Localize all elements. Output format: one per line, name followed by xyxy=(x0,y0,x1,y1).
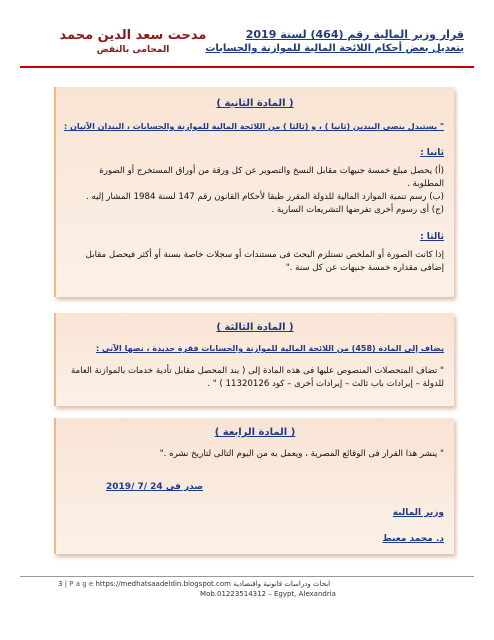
footer-divider xyxy=(20,576,474,577)
footer-tagline: ابحاث ودراسات قانونية واقتصادية xyxy=(233,580,331,588)
author-title: المحامى بالنقض xyxy=(96,45,170,55)
article-4-title: ( المادة الرابعة ) xyxy=(214,427,296,438)
footer-contact: Mob.01223514312 – Egypt, Alexandria xyxy=(200,590,336,598)
article-3-title: ( المادة الثالثة ) xyxy=(216,322,294,333)
article-2-intro: " يستبدل بنصى البندين (ثانيا ) ، و (ثالثا ) من اللائحة المالية للموازنة والحسابات ، البندان الآتيان : xyxy=(64,122,444,131)
page-footer xyxy=(58,579,438,599)
page-number: 3 xyxy=(58,580,63,588)
issue-date: صدر فى 24 /7 /2019 xyxy=(106,482,204,492)
decree-header xyxy=(205,28,464,55)
minister-name: د. محمد معيط xyxy=(382,534,444,544)
article-3-text: " تضاف المتحصلات المنصوص عليها فى هذه المادة إلى ( بند المحصل مقابل تأدية خدمات بالموازنة العامة للدولة – إيرادات باب ثالث – إيرادات أخرى – كود 11320126 ) " . xyxy=(70,366,444,389)
author-name: مدحت سعد الدين محمد xyxy=(59,28,207,43)
page-label: | P a g e xyxy=(64,580,94,588)
decree-title: قرار وزير المالية رقم (464) لسنة 2019 xyxy=(245,28,464,41)
header-divider xyxy=(20,66,474,68)
article-4-text: " ينشر هذا القرار فى الوقائع المصرية ، ويعمل به من اليوم التالى لتاريخ نشره ." xyxy=(159,449,444,459)
article-2-title: ( المادة الثانية ) xyxy=(216,98,294,109)
article-2-second-label: ثانيا : xyxy=(420,148,444,158)
author-header xyxy=(58,28,208,57)
website-link[interactable]: https://medhatsaadeldin.blogspot.com xyxy=(95,580,231,588)
article-2-third-text: إذا كانت الصورة أو الملخص تستلزم البحث فى مستندات أو سجلات خاصة بسنة أو أكثر فيحصل مقابل إضافى مقداره خمسة جنيهات عن كل سنة ." xyxy=(85,250,444,273)
decree-subtitle: بتعديل بعض أحكام اللائحة المالية للموازنة والحسابات xyxy=(205,43,464,54)
article-2-third-label: ثالثا : xyxy=(420,232,444,242)
article-4-box xyxy=(54,418,454,554)
article-3-intro: يضاف إلى المادة (458) من اللائحة المالية للموازنة والحسابات فقرة جديدة ، نصها الآتى : xyxy=(96,344,444,353)
article-2-item-a: (أ) يحصل مبلغ خمسة جنيهات مقابل النسخ والتصوير عن كل ورقة من أوراق المستخرج أو الصورة المطلوبة . xyxy=(99,166,444,189)
article-2-box xyxy=(54,87,454,297)
article-2-item-c: (ج) أى رسوم أخرى تفرضها التشريعات السارية . xyxy=(271,205,444,215)
minister-label: وزير المالية xyxy=(392,508,444,518)
article-2-item-b: (ب) رسم تنمية الموارد المالية للدولة المقرر طبقا لأحكام القانون رقم 147 لسنة 1984 المشار إليه . xyxy=(86,192,444,202)
article-3-box xyxy=(54,313,454,406)
